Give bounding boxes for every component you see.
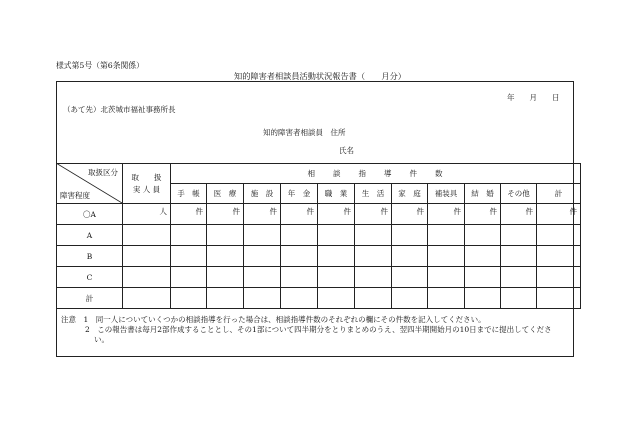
handlers-count-cell[interactable] [123, 267, 171, 288]
case-count-cell[interactable] [281, 225, 318, 246]
case-count-cell[interactable]: 件 [355, 204, 392, 225]
case-count-cell[interactable] [207, 288, 244, 309]
table-row [57, 225, 581, 246]
case-count-cell[interactable] [428, 267, 465, 288]
case-count-cell[interactable] [171, 288, 207, 309]
case-count-cell[interactable] [428, 225, 465, 246]
case-count-cell[interactable] [465, 246, 501, 267]
case-count-cell[interactable] [281, 246, 318, 267]
col-header: 生 活 [355, 184, 392, 204]
col-header: 家 庭 [392, 184, 428, 204]
case-count-cell[interactable]: 件 [465, 204, 501, 225]
row-label: 〇A [57, 204, 123, 225]
table-row [57, 267, 581, 288]
case-count-cell[interactable]: 件 [537, 204, 581, 225]
case-count-cell[interactable]: 件 [428, 204, 465, 225]
note-item-1: 1 同一人についていくつかの相談指導を行った場合は、相談指導件数のそれぞれの欄にその件数を記入してください。 [83, 315, 486, 324]
notes-section [56, 313, 574, 357]
corner-diagonal [56, 163, 122, 203]
case-count-cell[interactable]: 件 [281, 204, 318, 225]
col-header: 結 婚 [465, 184, 501, 204]
case-count-cell[interactable] [392, 288, 428, 309]
handlers-count-cell[interactable] [123, 246, 171, 267]
activity-table [56, 163, 581, 309]
case-count-cell[interactable] [465, 288, 501, 309]
case-count-cell[interactable] [392, 246, 428, 267]
case-count-cell[interactable] [501, 267, 537, 288]
case-count-cell[interactable] [207, 267, 244, 288]
form-title: 知的障害者相談員活動状況報告書（ 月分） [234, 71, 406, 81]
case-count-cell[interactable] [537, 288, 581, 309]
corner-top-label: 取扱区分 [88, 168, 118, 177]
case-count-cell[interactable]: 件 [318, 204, 355, 225]
case-count-cell[interactable] [465, 267, 501, 288]
case-count-cell[interactable] [355, 225, 392, 246]
case-count-cell[interactable] [537, 246, 581, 267]
case-count-cell[interactable] [501, 288, 537, 309]
case-count-cell[interactable] [244, 246, 281, 267]
case-count-cell[interactable] [428, 288, 465, 309]
case-count-cell[interactable]: 件 [207, 204, 244, 225]
col-header: 医 療 [207, 184, 244, 204]
case-count-cell[interactable] [355, 246, 392, 267]
case-count-cell[interactable] [207, 225, 244, 246]
row-label: A [57, 225, 123, 246]
case-count-cell[interactable] [244, 288, 281, 309]
case-count-cell[interactable] [281, 267, 318, 288]
case-count-cell[interactable] [501, 246, 537, 267]
col-header: 職 業 [318, 184, 355, 204]
row-label: B [57, 246, 123, 267]
row-label: 計 [57, 288, 123, 309]
case-count-cell[interactable] [171, 267, 207, 288]
reporter-name-label: 氏名 [339, 146, 354, 155]
handlers-count-cell[interactable]: 人 [123, 204, 171, 225]
addressee: （あて先）北茨城市福祉事務所長 [63, 105, 176, 114]
case-count-cell[interactable] [501, 225, 537, 246]
reporter-address-label: 知的障害者相談員 住所 [263, 128, 346, 137]
case-count-cell[interactable]: 件 [244, 204, 281, 225]
case-count-cell[interactable] [171, 225, 207, 246]
case-count-cell[interactable] [244, 225, 281, 246]
form-number: 様式第5号（第6条関係） [56, 61, 144, 70]
case-count-cell[interactable] [392, 267, 428, 288]
table-row [57, 288, 581, 309]
case-count-cell[interactable] [318, 225, 355, 246]
col-header: その他 [501, 184, 537, 204]
case-count-cell[interactable] [428, 246, 465, 267]
case-count-cell[interactable]: 件 [501, 204, 537, 225]
case-count-cell[interactable] [244, 267, 281, 288]
row-label: C [57, 267, 123, 288]
handlers-header: 取 扱 実 人 員 [123, 164, 171, 204]
case-count-cell[interactable] [355, 288, 392, 309]
corner-bottom-label: 障害程度 [60, 191, 90, 200]
col-header: 施 設 [244, 184, 281, 204]
case-count-cell[interactable] [355, 267, 392, 288]
case-count-cell[interactable] [318, 288, 355, 309]
case-count-cell[interactable] [171, 246, 207, 267]
case-count-cell[interactable] [537, 267, 581, 288]
col-header: 年 金 [281, 184, 318, 204]
note-item-2-cont: い。 [94, 335, 109, 344]
col-header: 手 帳 [171, 184, 207, 204]
note-line-1 [61, 315, 569, 325]
handlers-count-cell[interactable] [123, 288, 171, 309]
consult-header: 相 談 指 導 件 数 [171, 164, 581, 184]
date-line: 年 月 日 [507, 93, 560, 102]
notes-heading: 注意 [61, 315, 76, 324]
table-row [57, 204, 581, 225]
table-row [57, 246, 581, 267]
case-count-cell[interactable]: 件 [392, 204, 428, 225]
handlers-count-cell[interactable] [123, 225, 171, 246]
note-item-2: 2 この報告書は毎月2部作成することとし、その1部について四半期分をとりまとめのうえ、翌四半期開始月の10日までに提出してくださ [85, 325, 552, 334]
case-count-cell[interactable] [281, 288, 318, 309]
case-count-cell[interactable] [318, 267, 355, 288]
case-count-cell[interactable] [318, 246, 355, 267]
case-count-cell[interactable] [537, 225, 581, 246]
col-header: 計 [537, 184, 581, 204]
case-count-cell[interactable] [392, 225, 428, 246]
col-header: 補装具 [428, 184, 465, 204]
case-count-cell[interactable] [207, 246, 244, 267]
case-count-cell[interactable]: 件 [171, 204, 207, 225]
case-count-cell[interactable] [465, 225, 501, 246]
